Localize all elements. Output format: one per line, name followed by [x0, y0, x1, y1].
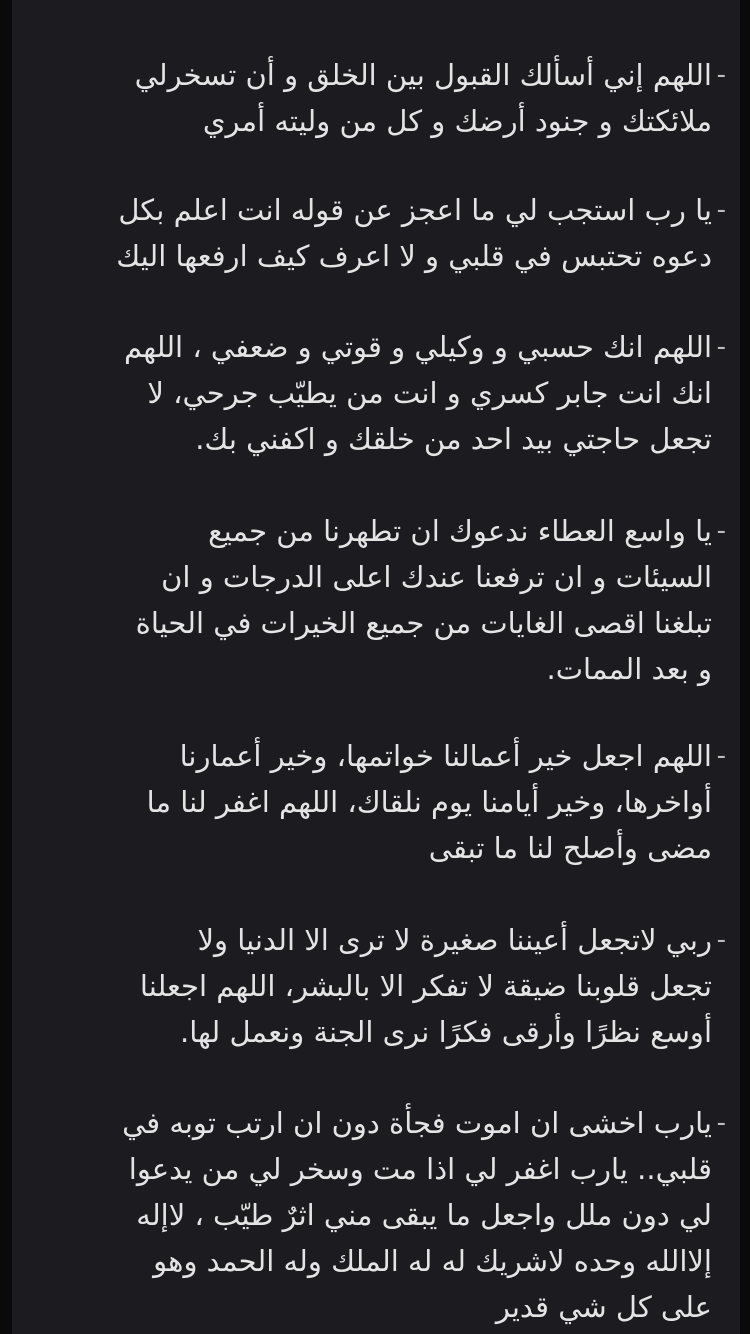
bullet-dash: -	[716, 1108, 726, 1138]
note-line: أوسع نظرًا وأرقى فكرًا نرى الجنة ونعمل لها.	[179, 1015, 712, 1049]
bullet-dash: -	[716, 332, 726, 362]
list-item	[72, 508, 726, 692]
note-line: قلبي.. يارب اغفر لي اذا مت وسخر لي من يدعوا	[128, 1152, 712, 1186]
bullet-dash: -	[716, 741, 726, 771]
note-line: انك انت جابر كسري و انت من يطيّب جرحي، لا	[147, 376, 712, 410]
note-line: تبلغنا اقصى الغايات من جميع الخيرات في الحياة	[135, 606, 712, 640]
note-line: يا واسع العطاء ندعوك ان تطهرنا من جميع	[208, 514, 712, 548]
list-item	[72, 1100, 726, 1330]
bullet-dash: -	[716, 60, 726, 90]
note-line: اللهم اجعل خير أعمالنا خواتمها، وخير أعمارنا	[179, 739, 712, 773]
list-item	[72, 733, 726, 871]
note-line: تجعل قلوبنا ضيقة لا تفكر الا بالبشر، اللهم اجعلنا	[139, 969, 712, 1003]
note-line: على كل شي قدير	[495, 1290, 712, 1324]
list-item	[72, 52, 726, 144]
note-line: إلاالله وحده لاشريك له له الملك وله الحمد وهو	[153, 1244, 712, 1278]
note-line: يا رب استجب لي ما اعجز عن قوله انت اعلم بكل	[118, 193, 712, 227]
note-line: لي دون ملل واجعل ما يبقى مني اثرٌ طيّب ، لاإله	[136, 1198, 712, 1232]
note-line: اللهم انك حسبي و وكيلي و قوتي و ضعفي ، اللهم	[123, 330, 712, 364]
note-line: اللهم إني أسألك القبول بين الخلق و أن تسخرلي	[134, 58, 712, 92]
note-line: تجعل حاجتي بيد احد من خلقك و اكفني بك.	[195, 422, 712, 456]
bullet-dash: -	[716, 195, 726, 225]
note-line: مضى وأصلح لنا ما تبقى	[428, 831, 712, 865]
note-line: السيئات و ان ترفعنا عندك اعلى الدرجات و ان	[161, 560, 712, 594]
bullet-dash: -	[716, 925, 726, 955]
list-item	[72, 187, 726, 279]
note-line: و بعد الممات.	[546, 652, 712, 686]
note-line: أواخرها، وخير أيامنا يوم نلقاك، اللهم اغفر لنا ما	[146, 785, 712, 819]
note-line: ربي لاتجعل أعيننا صغيرة لا ترى الا الدنيا ولا	[197, 923, 712, 957]
list-item	[72, 917, 726, 1055]
note-line: يارب اخشى ان اموت فجأة دون ان ارتب توبه في	[122, 1106, 712, 1140]
bullet-dash: -	[716, 516, 726, 546]
note-line: ملائكتك و جنود أرضك و كل من وليته أمري	[202, 104, 712, 138]
list-item	[72, 324, 726, 462]
note-line: دعوه تحتبس في قلبي و لا اعرف كيف ارفعها اليك	[116, 239, 712, 273]
